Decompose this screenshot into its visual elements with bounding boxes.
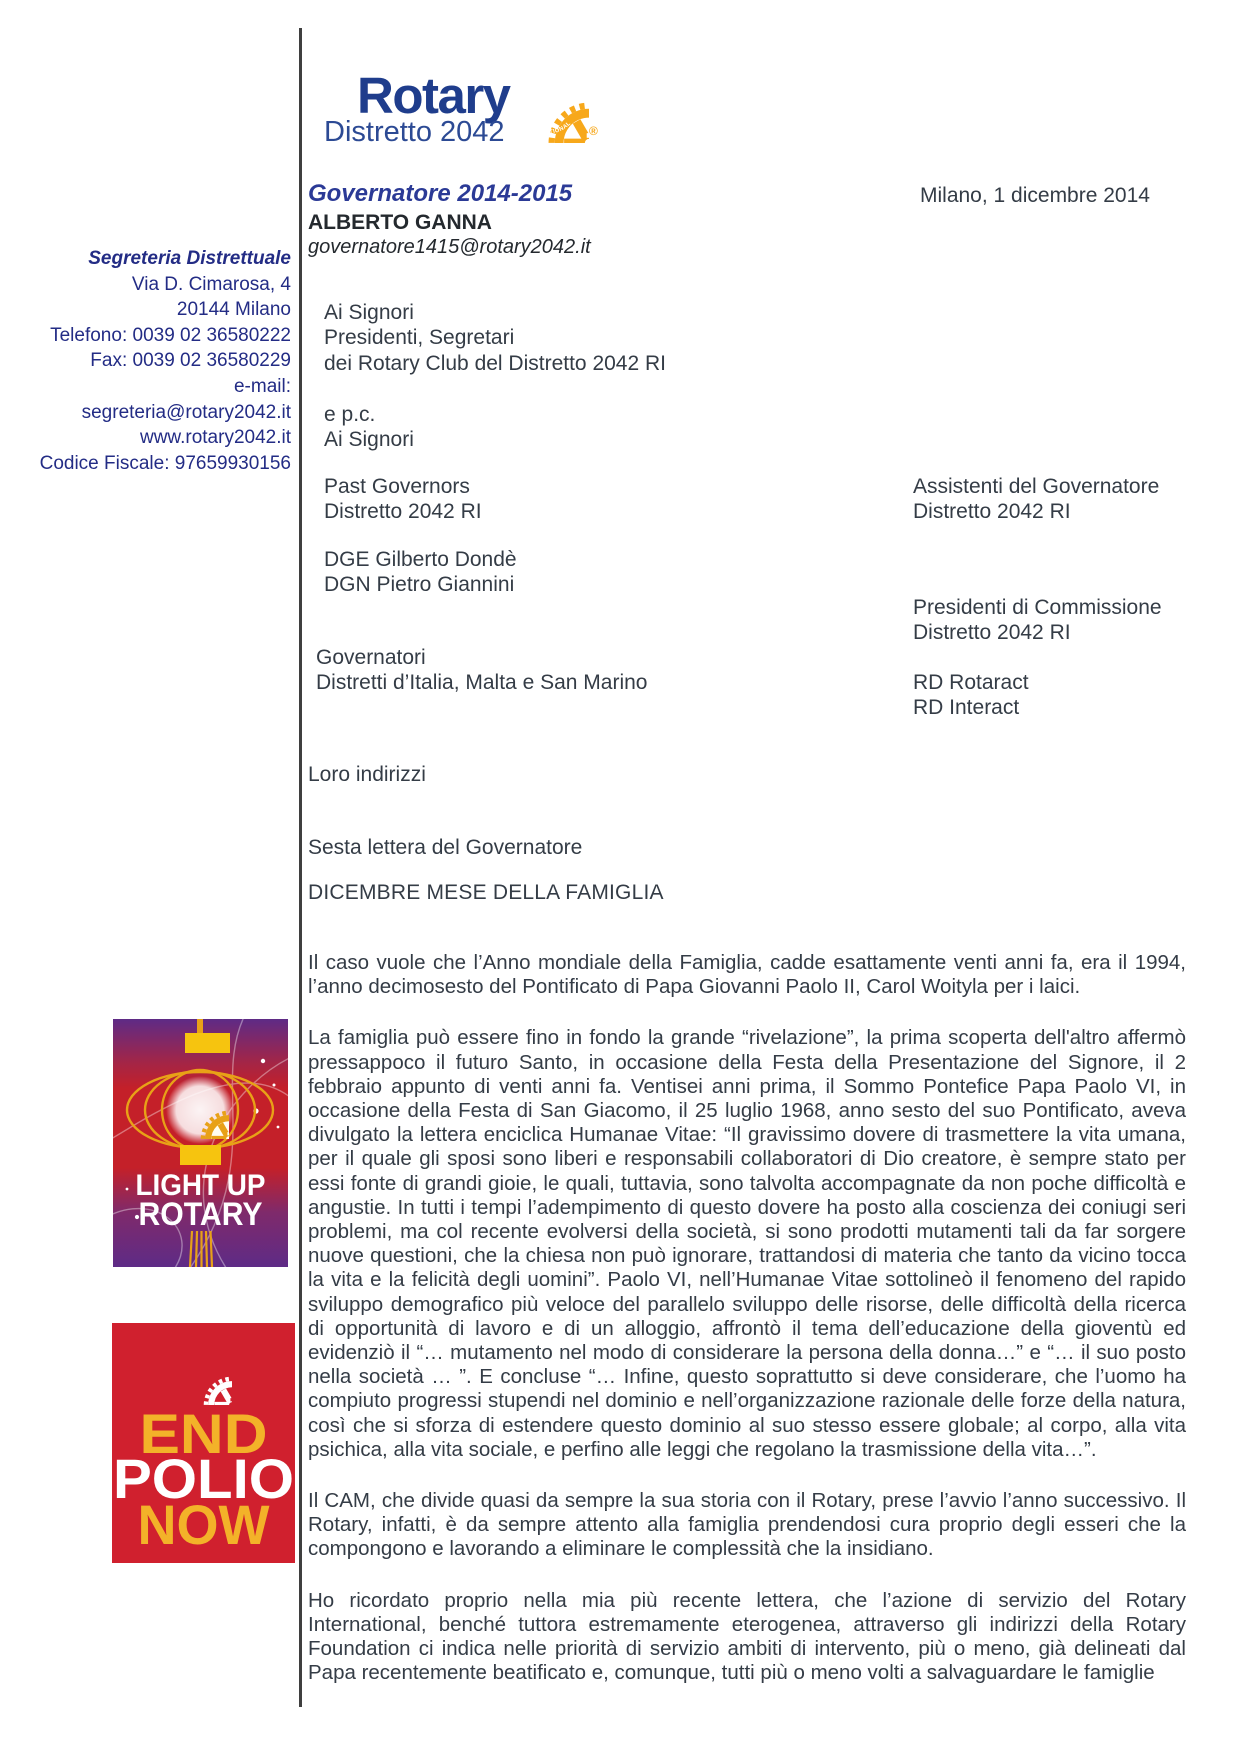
paragraph: Il caso vuole che l’Anno mondiale della Famiglia, cadde esattamente venti anni fa, era il 1994, l’anno decimosesto del Pontificato di Papa Giovanni Paolo II, Carol Woityla per i laici. (308, 951, 1186, 999)
to-line: Ai Signori (324, 301, 414, 324)
recipient-line: DGN Pietro Giannini (324, 573, 515, 597)
registered-trademark-symbol: ® (589, 124, 598, 138)
secretariat-email: segreteria@rotary2042.it (81, 401, 291, 423)
secretariat-address-line: Via D. Cimarosa, 4 (131, 273, 291, 295)
recipient-group-dge-dgn (324, 547, 517, 598)
secretariat-fax-line: Fax: 0039 02 36580229 (90, 350, 291, 372)
secretariat-city-line: 20144 Milano (176, 299, 291, 321)
lantern-rod (197, 1019, 203, 1035)
rotary-wheel-icon (506, 60, 589, 143)
secretariat-fiscal-code: Codice Fiscale: 97659930156 (39, 452, 291, 474)
recipients-to-block (324, 300, 666, 376)
recipient-line: Distretti d’Italia, Malta e San Marino (316, 671, 648, 695)
wheel-top-text: ROTARY (523, 66, 572, 86)
cc-line: Ai Signori (324, 428, 414, 452)
recipient-line: Past Governors (324, 475, 470, 498)
secretariat-title: Segreteria Distrettuale (88, 248, 291, 269)
letter-subject: Sesta lettera del Governatore (308, 836, 583, 859)
recipient-line: Assistenti del Governatore (913, 475, 1160, 498)
recipient-line: Distretto 2042 RI (913, 621, 1071, 645)
recipient-group-presidenti-commissione (913, 595, 1162, 646)
recipient-group-assistenti (913, 474, 1159, 525)
recipient-line: Distretto 2042 RI (324, 500, 482, 524)
to-line: dei Rotary Club del Distretto 2042 RI (324, 351, 666, 375)
secretariat-phone-line: Telefono: 0039 02 36580222 (50, 324, 291, 346)
recipient-group-governatori (316, 645, 647, 696)
lantern-base (180, 1145, 221, 1165)
recipient-line: Presidenti di Commissione (913, 596, 1162, 619)
secretariat-email-label: e-mail: (233, 375, 291, 397)
secretariat-website: www.rotary2042.it (139, 427, 291, 449)
recipients-cc-block (324, 402, 414, 453)
lantern-hanger (185, 1033, 230, 1053)
wheel-bottom-text: INTERNATIONAL (522, 120, 573, 136)
recipient-line: RD Rotaract (913, 671, 1029, 694)
polio-text: POLIO (113, 1447, 294, 1510)
end-polio-now-logo (112, 1323, 295, 1563)
district-name: Distretto 2042 (324, 116, 505, 148)
governor-name: ALBERTO GANNA (308, 211, 492, 234)
paragraph: Ho ricordato proprio nella mia più recente lettera, che l’azione di servizio del Rotary International, benché tuttora estremamente eterogenea, attraverso gli indirizzi della Rotary Foundation ci indica nelle priorità di servizio ambiti di intervento, più o meno, già delineati dal Papa recentemente beatificato e, comunque, tutti più o meno volti a salvaguardare le famiglie (308, 1588, 1186, 1685)
paragraph: Il CAM, che divide quasi da sempre la sua storia con il Rotary, prese l’avvio l’anno successivo. Il Rotary, infatti, è da sempre attento alla famiglia prendendosi cura proprio degli esseri che la compongono e lavorando a eliminare le complessità che la insidiano. (308, 1489, 1186, 1561)
paragraph: La famiglia può essere fino in fondo la grande “rivelazione”, la prima scoperta dell'altro affermò pressappoco il futuro Santo, in occasione della Festa della Presentazione del Signore, il 2 febbraio appunto di venti anni fa. Ventisei anni prima, il Sommo Pontefice Papa Paolo VI, in occasione della Festa di San Giacomo, il 25 luglio 1968, anno sesto del suo Pontificato, aveva divulgato la lettera enciclica Humanae Vitae: “Il gravissimo dovere di trasmettere la vita umana, per il quale gli sposi sono liberi e responsabili collaboratori di Dio creatore, è sempre stato per essi fonte di grandi gioie, le quali, tuttavia, sono talvolta accompagnate da non poche difficoltà e angustie. In tutti i tempi l’adempimento di questo dovere ha posto alla coscienza dei coniugi seri problemi, ma col recente evolversi della società, si sono prodotti mutamenti tali da far sorgere nuove questioni, che la chiesa non può ignorare, trattandosi di materia che tanto da vicino tocca la vita e la felicità degli uomini”. Paolo VI, nell’Humanae Vitae sottolineò il fenomeno del rapido sviluppo demografico più veloce del parallelo sviluppo delle risorse, delle difficoltà della ricerca di opportunità di lavoro e di un alloggio, affrontò il tema dell’educazione della gioventù ed evidenziò il “… mutamento nel modo di considerare la persona della donna…” e “… il suo posto nella società … ”. E concluse “… Infine, questo soprattutto si deve considerare, che l’uomo ha compiuto progressi stupendi nel dominio e nell’organizzazione razionale delle forze della natura, così che si sforza di estendere questo dominio al suo stesso essere globale; al corpo, alla vita psichica, alla vita sociale, e perfino alle leggi che regolano la trasmissione della vita…”. (308, 1026, 1186, 1461)
letter-body (308, 951, 1186, 1712)
margin-divider-line (299, 28, 302, 1707)
light-up-text: LIGHT UP (135, 1169, 266, 1202)
light-up-rotary-poster (113, 1019, 288, 1267)
month-title: DICEMBRE MESE DELLA FAMIGLIA (308, 881, 664, 904)
recipient-line: RD Interact (913, 696, 1020, 720)
governor-email: governatore1415@rotary2042.it (308, 236, 591, 258)
governor-year-line: Governatore 2014-2015 (308, 180, 573, 207)
rotary-text: ROTARY (138, 1196, 263, 1232)
recipient-line: Governatori (316, 646, 426, 669)
now-text: NOW (137, 1493, 270, 1556)
to-line: Presidenti, Segretari (324, 326, 515, 350)
recipient-line: DGE Gilberto Dondè (324, 548, 517, 571)
rotary-wordmark: Rotary (357, 67, 510, 124)
recipient-group-rd (913, 670, 1029, 721)
recipient-group-past-governors (324, 474, 482, 525)
district-secretariat-block (30, 246, 291, 476)
recipient-line: Distretto 2042 RI (913, 500, 1071, 524)
cc-line: e p.c. (324, 403, 376, 426)
addresses-note: Loro indirizzi (308, 763, 426, 786)
end-text: END (139, 1402, 268, 1465)
dateline: Milano, 1 dicembre 2014 (920, 184, 1150, 207)
